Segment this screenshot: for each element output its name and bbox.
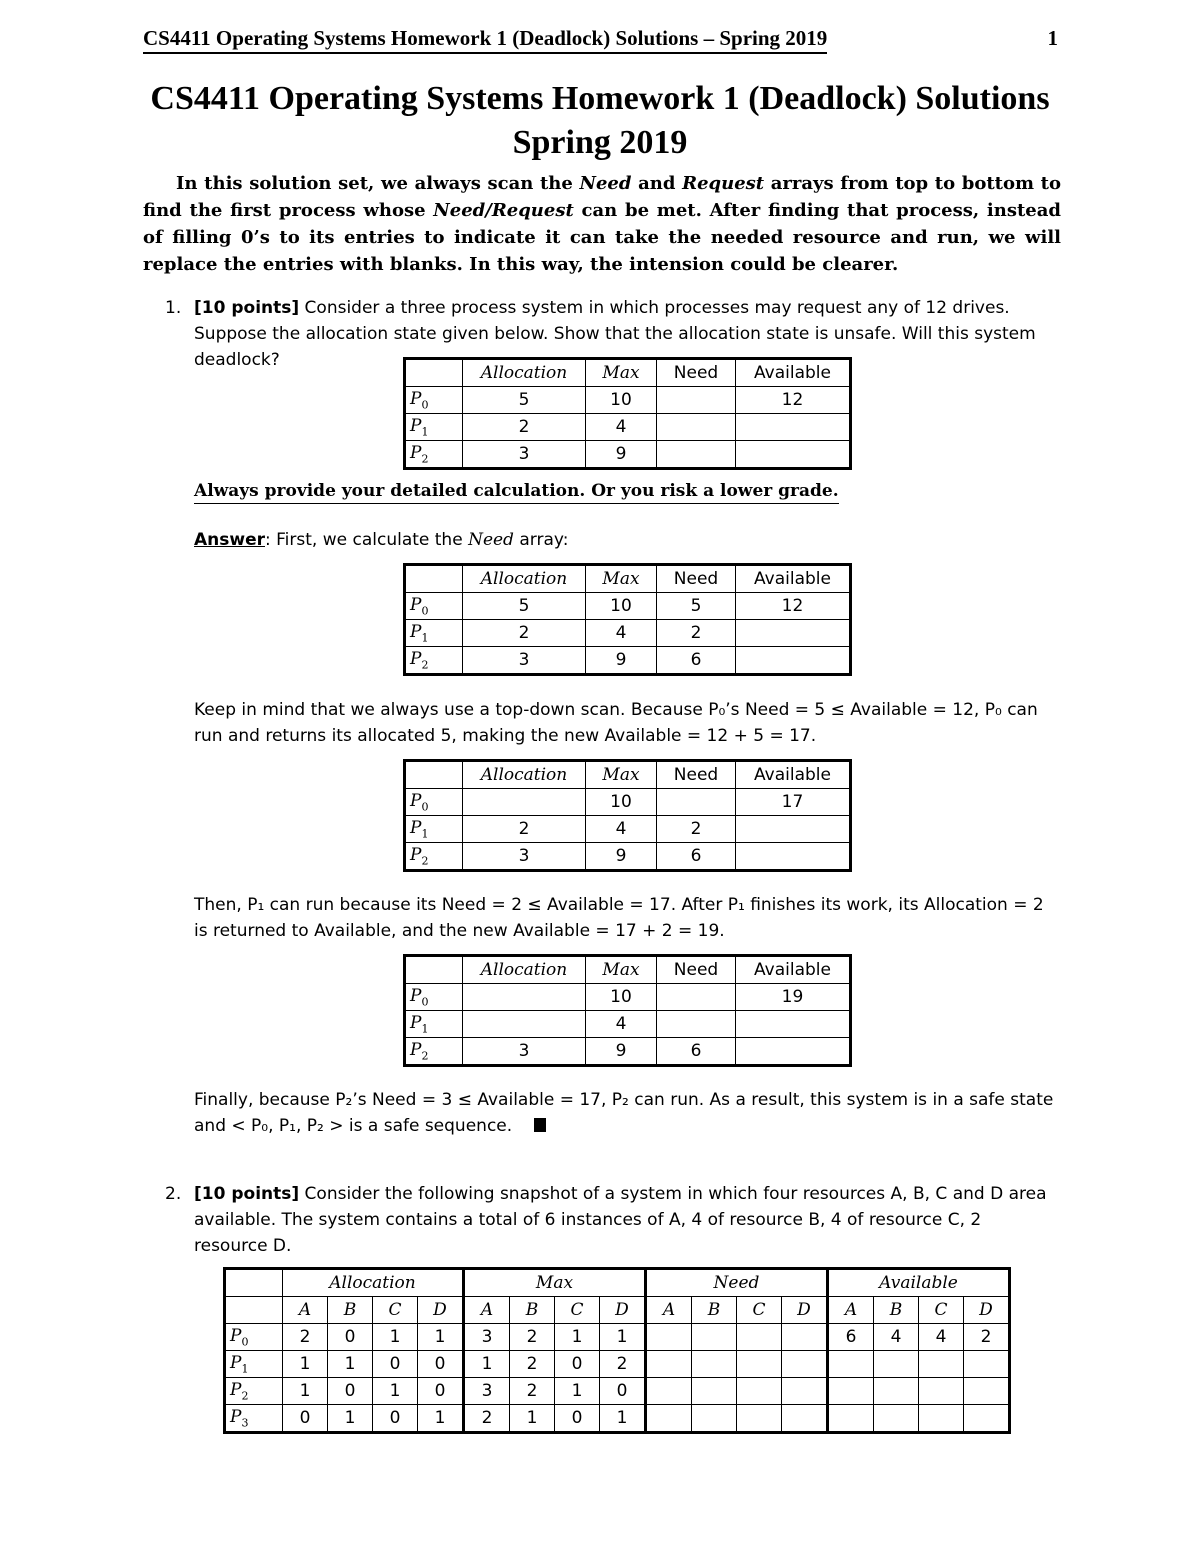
table-cell: 2 [283,1324,328,1351]
column-header: Allocation [463,359,586,387]
column-header: B [874,1297,919,1324]
allocation-table-3 [403,759,852,872]
warning-note: Always provide your detailed calculation. Or you risk a lower grade. [194,481,839,504]
table-cell [463,1011,586,1038]
table-row [405,816,851,843]
table-cell: 4 [586,816,657,843]
table-row [225,1324,1010,1351]
table-cell [782,1405,828,1433]
column-header: C [737,1297,782,1324]
process-label: $P_1$ [405,620,463,647]
table-cell: 0 [328,1324,373,1351]
column-header: Allocation [463,761,586,789]
process-label: $P_2$ [225,1378,283,1405]
table-cell: 10 [586,593,657,620]
column-header: Need [657,956,736,984]
column-header: A [283,1297,328,1324]
table-cell [736,647,851,675]
table-cell [874,1351,919,1378]
intro-paragraph: In this solution set, we always scan the Need and Request arrays from top to bottom to find the first process whose Need/Request can be met. After finding that process, instead of filling 0’s to its entries to indicate it can take the needed resource and run, we will replace the entries with blanks. In this way, the intension could be clearer. [143,173,1062,275]
process-label: $P_0$ [405,387,463,414]
table-cell: 1 [510,1405,555,1433]
process-label: $P_0$ [405,789,463,816]
column-header: Need [657,761,736,789]
table-cell [657,441,736,469]
column-header: Max [586,956,657,984]
column-header: C [373,1297,418,1324]
column-header: D [600,1297,646,1324]
table-row [405,984,851,1011]
table-row [405,1011,851,1038]
table-row [405,620,851,647]
process-label: $P_2$ [405,1038,463,1066]
table-cell: 1 [283,1351,328,1378]
table-cell [657,984,736,1011]
table-cell [657,387,736,414]
table-cell: 9 [586,647,657,675]
table-cell: 1 [555,1378,600,1405]
table-cell: 10 [586,789,657,816]
table-cell: 2 [463,620,586,647]
table-cell [737,1351,782,1378]
process-label: $P_1$ [225,1351,283,1378]
table-row [405,789,851,816]
column-header: B [510,1297,555,1324]
table-cell: 3 [463,647,586,675]
table-cell: 0 [373,1405,418,1433]
table-cell: 2 [463,414,586,441]
process-label: $P_3$ [225,1405,283,1433]
table-cell [463,789,586,816]
table-cell: 19 [736,984,851,1011]
column-header: Available [828,1269,1010,1297]
table-cell [737,1405,782,1433]
table-cell: 0 [283,1405,328,1433]
column-header [225,1269,283,1297]
table-cell [692,1324,737,1351]
table-row [225,1351,1010,1378]
table-cell: 1 [283,1378,328,1405]
table-cell [919,1405,964,1433]
allocation-table-4 [403,954,852,1067]
table-cell [737,1324,782,1351]
process-label: $P_2$ [405,843,463,871]
running-header [143,26,1058,51]
table-cell: 1 [373,1324,418,1351]
process-label: $P_1$ [405,816,463,843]
table-cell: 1 [418,1324,464,1351]
column-header: Allocation [283,1269,464,1297]
table-cell [692,1351,737,1378]
table-cell: 1 [373,1378,418,1405]
table-cell: 1 [600,1405,646,1433]
table-cell: 0 [555,1351,600,1378]
column-header: Available [736,359,851,387]
table-cell: 3 [463,441,586,469]
table-cell: 1 [464,1351,510,1378]
table-cell [736,816,851,843]
table-cell [874,1378,919,1405]
column-header: D [782,1297,828,1324]
table-cell [964,1351,1010,1378]
table-cell: 2 [964,1324,1010,1351]
table-cell [646,1351,692,1378]
column-header: Max [586,565,657,593]
column-header: A [464,1297,510,1324]
process-label: $P_0$ [405,984,463,1011]
column-header: B [328,1297,373,1324]
table-cell [828,1378,874,1405]
table-cell: 2 [657,816,736,843]
table-cell: 1 [328,1405,373,1433]
process-label: $P_2$ [405,647,463,675]
table-cell: 6 [657,843,736,871]
column-header [405,761,463,789]
column-header [225,1297,283,1324]
table-cell: 4 [586,414,657,441]
table-cell [782,1324,828,1351]
allocation-table-1 [403,357,852,470]
table-cell [782,1378,828,1405]
column-header: C [919,1297,964,1324]
column-header: C [555,1297,600,1324]
table-cell: 4 [586,1011,657,1038]
table-cell: 10 [586,984,657,1011]
table-cell [646,1324,692,1351]
table-cell: 2 [510,1324,555,1351]
table-cell: 1 [328,1351,373,1378]
table-cell [646,1378,692,1405]
column-header: Max [586,359,657,387]
table-cell: 6 [657,1038,736,1066]
step-1-text: Keep in mind that we always use a top-down scan. Because P₀’s Need = 5 ≤ Available = 12, P₀ can run and returns its allocated 5, making the new Available = 12 + 5 = 17. [194,700,1038,746]
table-cell: 9 [586,1038,657,1066]
table-cell: 5 [463,593,586,620]
table-cell [646,1405,692,1433]
table-cell [692,1378,737,1405]
table-cell [964,1378,1010,1405]
answer-intro: Answer: First, we calculate the Need array: [194,530,569,550]
table-row [405,647,851,675]
table-cell: 2 [463,816,586,843]
table-cell [736,620,851,647]
table-cell: 0 [418,1378,464,1405]
table-cell: 5 [463,387,586,414]
column-header: Need [657,565,736,593]
process-label: $P_0$ [225,1324,283,1351]
table-cell: 9 [586,843,657,871]
column-header: Need [657,359,736,387]
table-cell [874,1405,919,1433]
table-row [225,1378,1010,1405]
table-cell [782,1351,828,1378]
table-cell: 2 [464,1405,510,1433]
question-1-text: 1. [10 points] Consider a three process system in which processes may request any of 12 drives. Suppose the allocation state given below. Show that the allocation state is unsafe. Will this system deadlock? [165,298,1036,370]
table-cell [919,1351,964,1378]
column-header: Max [586,761,657,789]
column-header: D [418,1297,464,1324]
table-cell: 3 [464,1378,510,1405]
table-cell: 9 [586,441,657,469]
table-cell [919,1378,964,1405]
table-cell: 12 [736,387,851,414]
table-cell [463,984,586,1011]
qed-square-icon [534,1118,546,1132]
table-cell [736,843,851,871]
table-cell [657,1011,736,1038]
column-header: D [964,1297,1010,1324]
table-cell: 2 [510,1378,555,1405]
table-cell: 4 [874,1324,919,1351]
table-cell [692,1405,737,1433]
table-cell: 3 [463,843,586,871]
table-cell: 5 [657,593,736,620]
table-cell [657,414,736,441]
table-row [405,593,851,620]
document-subtitle: Spring 2019 [512,124,688,161]
table-cell [736,1011,851,1038]
table-cell: 4 [919,1324,964,1351]
table-cell [736,1038,851,1066]
column-header: Allocation [463,565,586,593]
table-cell [736,414,851,441]
column-header: Max [464,1269,646,1297]
table-row [225,1405,1010,1433]
column-header [405,359,463,387]
table-cell: 2 [657,620,736,647]
table-cell [736,441,851,469]
table-cell: 4 [586,620,657,647]
process-label: $P_0$ [405,593,463,620]
table-cell: 0 [418,1351,464,1378]
table-row [405,843,851,871]
column-header: Allocation [463,956,586,984]
page-number: 1 [1047,26,1058,50]
column-header: Available [736,565,851,593]
column-header: A [646,1297,692,1324]
table-cell: 12 [736,593,851,620]
running-title: CS4411 Operating Systems Homework 1 (Deadlock) Solutions – Spring 2019 [143,26,827,54]
table-cell: 0 [555,1405,600,1433]
table-cell [828,1351,874,1378]
process-label: $P_1$ [405,414,463,441]
table-row [405,441,851,469]
column-header: B [692,1297,737,1324]
table-row [405,414,851,441]
table-cell: 0 [373,1351,418,1378]
table-cell [657,789,736,816]
step-3-text: Finally, because P₂’s Need = 3 ≤ Available = 17, P₂ can run. As a result, this system is in a safe state and < P₀, P₁, P₂ > is a safe sequence. [194,1090,1054,1136]
column-header: Available [736,761,851,789]
table-cell: 6 [828,1324,874,1351]
table-cell: 3 [463,1038,586,1066]
table-cell: 17 [736,789,851,816]
table-cell: 1 [600,1324,646,1351]
column-header: Need [646,1269,828,1297]
table-cell: 1 [555,1324,600,1351]
table-cell: 2 [600,1351,646,1378]
table-cell: 3 [464,1324,510,1351]
table-row [405,387,851,414]
column-header [405,956,463,984]
resource-snapshot-table [223,1267,1011,1434]
table-cell: 0 [328,1378,373,1405]
table-row [405,1038,851,1066]
allocation-table-2 [403,563,852,676]
process-label: $P_2$ [405,441,463,469]
column-header [405,565,463,593]
table-cell [964,1405,1010,1433]
process-label: $P_1$ [405,1011,463,1038]
table-cell: 10 [586,387,657,414]
table-cell: 1 [418,1405,464,1433]
table-cell [737,1378,782,1405]
table-cell: 2 [510,1351,555,1378]
step-2-text: Then, P₁ can run because its Need = 2 ≤ Available = 17. After P₁ finishes its work, its Allocation = 2 is returned to Available, and the new Available = 17 + 2 = 19. [194,895,1044,941]
table-cell: 0 [600,1378,646,1405]
table-cell: 6 [657,647,736,675]
document-title: CS4411 Operating Systems Homework 1 (Deadlock) Solutions [150,80,1050,117]
question-2-text: 2. [10 points] Consider the following snapshot of a system in which four resources A, B, C and D area available. The system contains a total of 6 instances of A, 4 of resource B, 4 of resource C, 2 resource D. [165,1184,1047,1256]
table-cell [828,1405,874,1433]
column-header: Available [736,956,851,984]
column-header: A [828,1297,874,1324]
